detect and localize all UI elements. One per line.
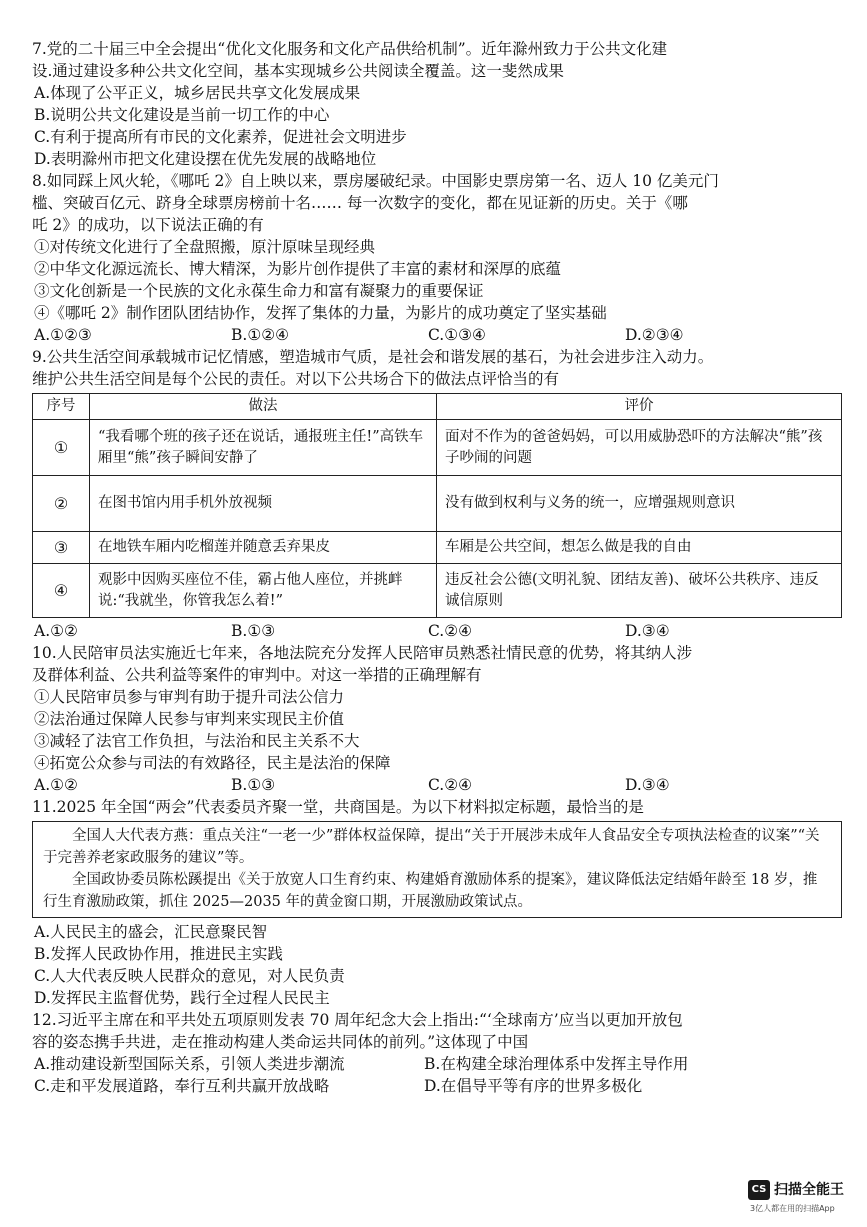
question-stem-line: 槛、突破百亿元、跻身全球票房榜前十名…… 每一次数字的变化，都在见证新的历史。关于《哪 <box>32 194 688 212</box>
column-header: 序号 <box>33 394 90 420</box>
option-b[interactable]: B.发挥人民政协作用，推进民主实践 <box>34 945 283 963</box>
question-stem-line: 7.党的二十届三中全会提出“优化文化服务和文化产品供给机制”。近年滁州致力于公共文化建 <box>32 40 668 58</box>
row-evaluation: 违反社会公德(文明礼貌、团结友善)、破坏公共秩序、违反诚信原则 <box>437 564 842 618</box>
material-paragraph: 全国人大代表方燕：重点关注“一老一少”群体权益保障，提出“关于开展涉未成年人食品安全专项执法检查的议案”“关于完善养老家政服务的建议”等。 <box>43 828 820 866</box>
watermark-name: 扫描全能王 <box>774 1182 844 1198</box>
question-stem-line: 容的姿态携手共进，走在推动构建人类命运共同体的前列。”这体现了中国 <box>32 1033 529 1051</box>
option-a[interactable]: A.①② <box>34 622 78 640</box>
option-d[interactable]: D.发挥民主监督优势，践行全过程人民民主 <box>34 989 330 1007</box>
column-header: 做法 <box>90 394 437 420</box>
statement-item: ③减轻了法官工作负担，与法治和民主关系不大 <box>34 732 360 750</box>
question-11 <box>32 796 842 1009</box>
question-8 <box>32 170 842 346</box>
question-stem-line: 12.习近平主席在和平共处五项原则发表 70 周年纪念大会上指出:“‘全球南方’应当以更加开放包 <box>32 1011 683 1029</box>
statement-item: ①人民陪审员参与审判有助于提升司法公信力 <box>34 688 345 706</box>
option-b[interactable]: B.①③ <box>231 776 276 794</box>
option-c[interactable]: C.①③④ <box>428 326 486 344</box>
option-b[interactable]: B.①②④ <box>231 326 290 344</box>
row-number: ② <box>33 476 90 532</box>
row-number: ① <box>33 420 90 476</box>
row-action: 在图书馆内用手机外放视频 <box>90 476 437 532</box>
row-action: “我看哪个班的孩子还在说话，通报班主任!”高铁车厢里“熊”孩子瞬间安静了 <box>90 420 437 476</box>
question-10 <box>32 642 842 796</box>
statement-item: ②中华文化源远流长、博大精深，为影片创作提供了丰富的素材和深厚的底蕴 <box>34 260 562 278</box>
option-a[interactable]: A.人民民主的盛会，汇民意聚民智 <box>34 923 268 941</box>
option-a[interactable]: A.①②③ <box>34 326 92 344</box>
statement-item: ④拓宽公众参与司法的有效路径，民主是法治的保障 <box>34 754 391 772</box>
table-row <box>33 564 842 618</box>
option-d[interactable]: D.③④ <box>625 776 670 794</box>
statement-item: ④《哪吒 2》制作团队团结协作，发挥了集体的力量，为影片的成功奠定了坚实基础 <box>34 304 607 322</box>
option-c[interactable]: C.人大代表反映人民群众的意见，对人民负责 <box>34 967 345 985</box>
question-stem-line: 11.2025 年全国“两会”代表委员齐聚一堂，共商国是。为以下材料拟定标题，最恰当的是 <box>32 798 644 816</box>
option-c[interactable]: C.②④ <box>428 622 473 640</box>
column-header: 评价 <box>437 394 842 420</box>
options-row <box>32 324 842 346</box>
option-b[interactable]: B.说明公共文化建设是当前一切工作的中心 <box>34 106 330 124</box>
option-a[interactable]: A.①② <box>34 776 78 794</box>
option-c[interactable]: C.走和平发展道路，奉行互利共赢开放战略 <box>34 1077 330 1095</box>
option-a[interactable]: A.体现了公平正义，城乡居民共享文化发展成果 <box>34 84 361 102</box>
question-stem-line: 9.公共生活空间承载城市记忆情感，塑造城市气质，是社会和谐发展的基石，为社会进步注入动力。 <box>32 348 714 366</box>
options-row <box>32 1053 842 1075</box>
option-b[interactable]: B.在构建全球治理体系中发挥主导作用 <box>424 1055 689 1073</box>
camscanner-logo-icon: CS <box>748 1180 770 1200</box>
exam-page <box>32 38 842 1097</box>
statement-item: ①对传统文化进行了全盘照搬，原汁原味呈现经典 <box>34 238 376 256</box>
question-7 <box>32 38 842 170</box>
option-b[interactable]: B.①③ <box>231 622 276 640</box>
scanner-watermark <box>748 1180 860 1220</box>
question-stem-line: 及群体利益、公共利益等案件的审判中。对这一举措的正确理解有 <box>32 666 482 684</box>
option-d[interactable]: D.③④ <box>625 622 670 640</box>
material-box <box>32 821 842 918</box>
statement-item: ②法治通过保障人民参与审判来实现民主价值 <box>34 710 345 728</box>
question-9 <box>32 346 842 642</box>
row-number: ④ <box>33 564 90 618</box>
row-number: ③ <box>33 532 90 564</box>
question-stem-line: 设.通过建设多种公共文化空间，基本实现城乡公共阅读全覆盖。这一斐然成果 <box>32 62 564 80</box>
row-action: 在地铁车厢内吃榴莲并随意丢弃果皮 <box>90 532 437 564</box>
row-action: 观影中因购买座位不佳，霸占他人座位，并挑衅说:“我就坐，你管我怎么着!” <box>90 564 437 618</box>
question-stem-line: 10.人民陪审员法实施近七年来，各地法院充分发挥人民陪审员熟悉社情民意的优势，将其纳人涉 <box>32 644 693 662</box>
table-header-row <box>33 394 842 420</box>
option-d[interactable]: D.表明滁州市把文化建设摆在优先发展的战略地位 <box>34 150 377 168</box>
options-row <box>32 774 842 796</box>
row-evaluation: 面对不作为的爸爸妈妈，可以用威胁恐吓的方法解决“熊”孩子吵闹的问题 <box>437 420 842 476</box>
material-paragraph: 全国政协委员陈松蹊提出《关于放宽人口生育约束、构建婚育激励体系的提案》，建议降低法定结婚年龄至 18 岁，推行生育激励政策，抓住 2025—2035 年的黄金窗口期，开展激励政策试点。 <box>43 872 818 910</box>
option-a[interactable]: A.推动建设新型国际关系，引领人类进步潮流 <box>34 1055 345 1073</box>
question-stem-line: 吒 2》的成功，以下说法正确的有 <box>32 216 264 234</box>
options-row <box>32 1075 842 1097</box>
table-row <box>33 476 842 532</box>
row-evaluation: 没有做到权利与义务的统一，应增强规则意识 <box>437 476 842 532</box>
option-c[interactable]: C.有利于提高所有市民的文化素养，促进社会文明进步 <box>34 128 407 146</box>
option-d[interactable]: D.在倡导平等有序的世界多极化 <box>424 1077 643 1095</box>
option-d[interactable]: D.②③④ <box>625 326 684 344</box>
watermark-tagline: 3亿人都在用的扫描App <box>750 1204 835 1213</box>
table-row <box>33 532 842 564</box>
evaluation-table <box>32 393 842 618</box>
question-12 <box>32 1009 842 1097</box>
question-stem-line: 维护公共生活空间是每个公民的责任。对以下公共场合下的做法点评恰当的有 <box>32 370 560 388</box>
option-c[interactable]: C.②④ <box>428 776 473 794</box>
options-row <box>32 620 842 642</box>
question-stem-line: 8.如同踩上风火轮，《哪吒 2》自上映以来，票房屡破纪录。中国影史票房第一名、迈人 10 亿美元门 <box>32 172 719 190</box>
statement-item: ③文化创新是一个民族的文化永葆生命力和富有凝聚力的重要保证 <box>34 282 484 300</box>
row-evaluation: 车厢是公共空间，想怎么做是我的自由 <box>437 532 842 564</box>
table-row <box>33 420 842 476</box>
